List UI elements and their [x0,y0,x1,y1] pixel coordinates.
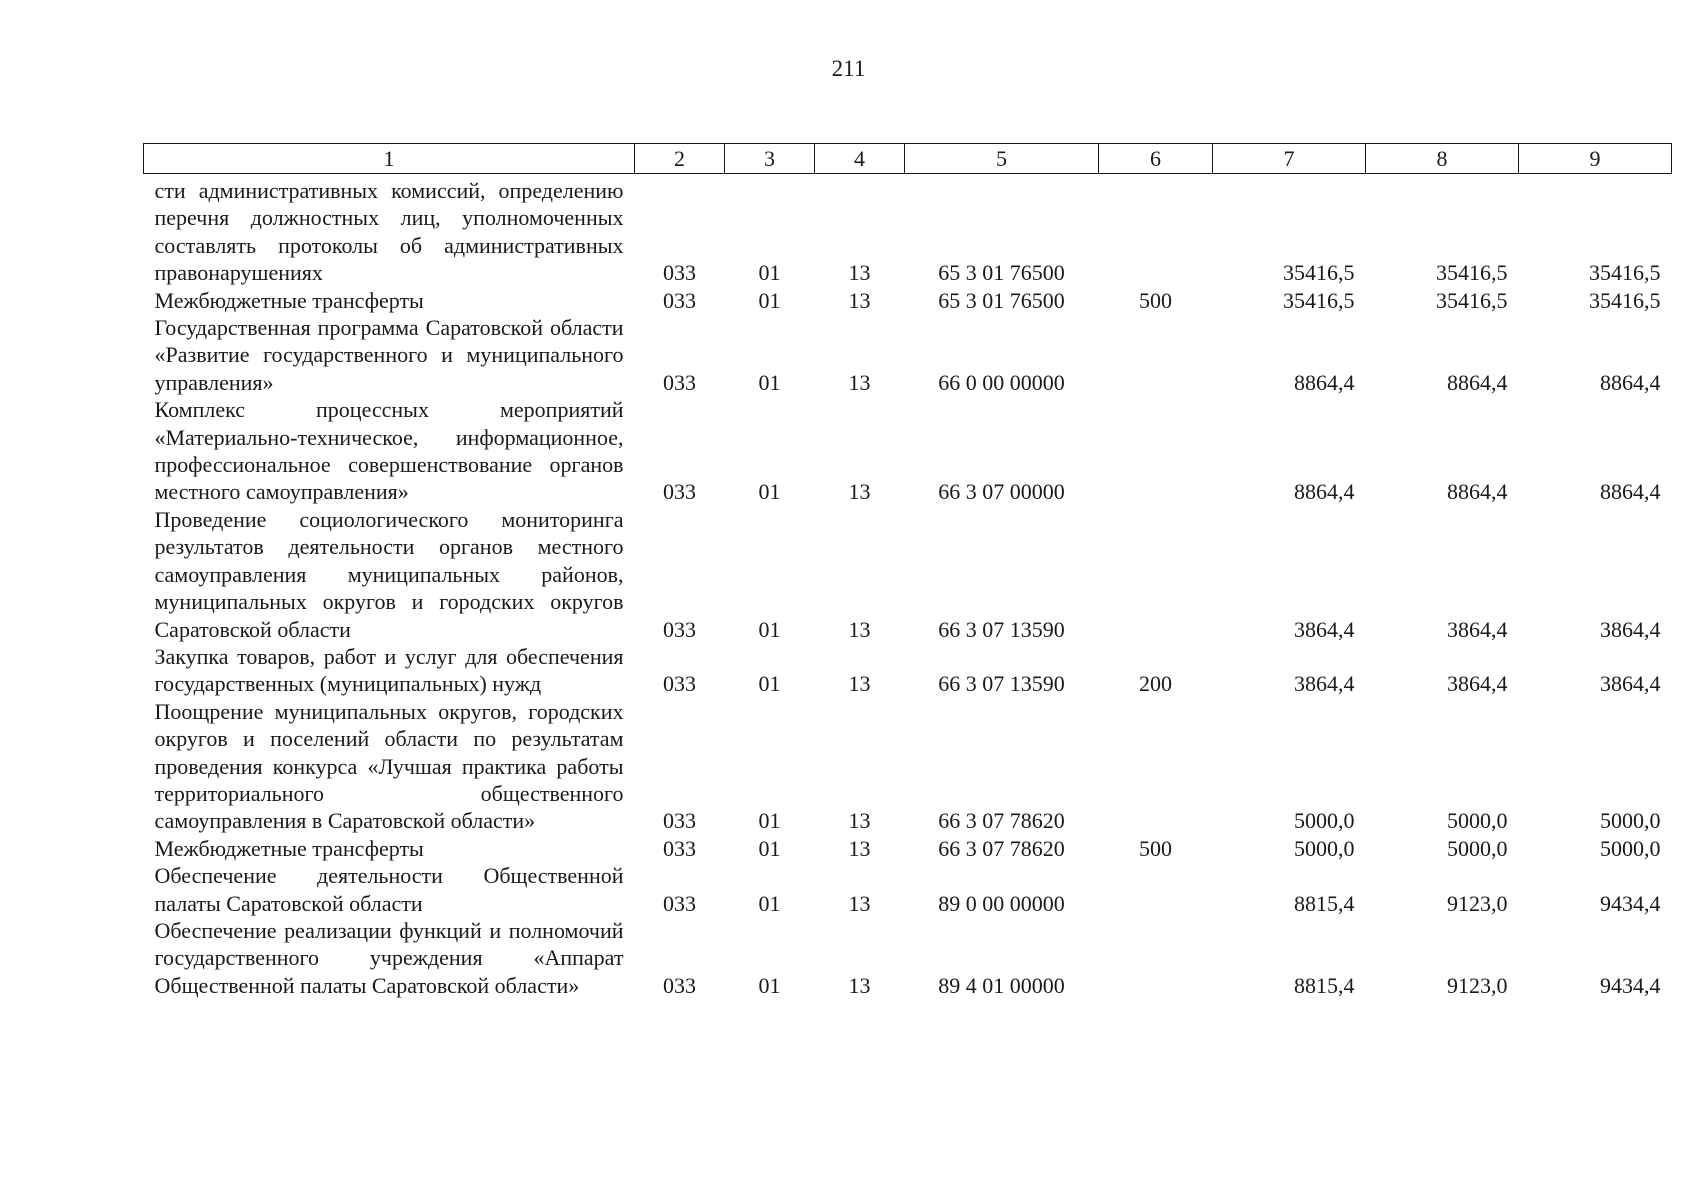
table-row [144,862,1672,917]
section-code: 01 [758,369,781,395]
target-article-code: 66 3 07 00000 [938,479,1065,505]
amount-2: 5000,0 [1447,808,1508,834]
subsection-code: 13 [848,260,871,286]
amount-2: 8864,4 [1447,369,1508,395]
subsection-code: 13 [848,287,871,313]
amount-1: 8864,4 [1294,369,1355,395]
amount-3: 3864,4 [1600,616,1661,642]
section-code: 01 [758,479,781,505]
target-article-code: 65 3 01 76500 [938,260,1065,286]
subsection-code: 13 [848,890,871,916]
amount-1: 3864,4 [1294,671,1355,697]
amount-3: 8864,4 [1600,479,1661,505]
column-header: 4 [815,144,905,174]
target-article-code: 66 3 07 78620 [938,808,1065,834]
amount-1: 5000,0 [1294,808,1355,834]
subsection-code: 13 [848,671,871,697]
target-article-code: 65 3 01 76500 [938,287,1065,313]
expense-type-code [1099,174,1213,287]
expense-type-code: 500 [1139,287,1172,313]
row-description: Комплекс процессных мероприятий «Материально-техническое, информационное, профессиональное совершенствование органов местного самоуправления» [154,397,624,505]
expense-type-code [1099,396,1213,506]
subsection-code: 13 [848,616,871,642]
expense-type-code: 200 [1139,671,1172,697]
row-description: Межбюджетные трансферты [154,287,424,313]
section-code: 01 [758,616,781,642]
table-row [144,396,1672,506]
amount-3: 8864,4 [1600,369,1661,395]
amount-1: 35416,5 [1283,287,1355,313]
ministry-code: 033 [663,369,696,395]
amount-2: 35416,5 [1436,260,1508,286]
amount-3: 35416,5 [1589,287,1661,313]
table-row [144,917,1672,999]
row-description: Поощрение муниципальных округов, городских округов и поселений области по результатам проведения конкурса «Лучшая практика работы территориального общественного самоуправления в Саратовской области» [154,698,624,834]
section-code: 01 [758,972,781,998]
amount-1: 3864,4 [1294,616,1355,642]
section-code: 01 [758,835,781,861]
column-header: 1 [144,144,635,174]
amount-1: 35416,5 [1283,260,1355,286]
ministry-code: 033 [663,260,696,286]
expense-type-code [1099,862,1213,917]
ministry-code: 033 [663,808,696,834]
expense-type-code [1099,698,1213,835]
ministry-code: 033 [663,972,696,998]
amount-1: 8815,4 [1294,972,1355,998]
table-row [144,506,1672,643]
ministry-code: 033 [663,835,696,861]
amount-2: 5000,0 [1447,835,1508,861]
table-row [144,835,1672,862]
amount-2: 9123,0 [1447,972,1508,998]
target-article-code: 66 3 07 13590 [938,616,1065,642]
column-header: 8 [1366,144,1519,174]
row-description: Обеспечение деятельности Общественной палаты Саратовской области [154,863,624,916]
column-header: 6 [1099,144,1213,174]
column-header: 9 [1519,144,1672,174]
amount-2: 35416,5 [1436,287,1508,313]
target-article-code: 89 4 01 00000 [938,972,1065,998]
target-article-code: 89 0 00 00000 [938,890,1065,916]
target-article-code: 66 0 00 00000 [938,369,1065,395]
amount-2: 3864,4 [1447,671,1508,697]
amount-1: 5000,0 [1294,835,1355,861]
row-description: Межбюджетные трансферты [154,835,424,861]
amount-3: 9434,4 [1600,972,1661,998]
amount-2: 9123,0 [1447,890,1508,916]
expense-type-code [1099,917,1213,999]
column-header: 7 [1213,144,1366,174]
budget-table [143,143,1672,999]
expense-type-code [1099,506,1213,643]
ministry-code: 033 [663,890,696,916]
target-article-code: 66 3 07 13590 [938,671,1065,697]
ministry-code: 033 [663,616,696,642]
section-code: 01 [758,808,781,834]
ministry-code: 033 [663,287,696,313]
column-header: 3 [725,144,815,174]
table-row [144,698,1672,835]
table-row [144,174,1672,287]
page-number: 211 [831,56,866,81]
amount-3: 9434,4 [1600,890,1661,916]
section-code: 01 [758,287,781,313]
subsection-code: 13 [848,972,871,998]
table-row [144,287,1672,314]
amount-3: 35416,5 [1589,260,1661,286]
amount-1: 8815,4 [1294,890,1355,916]
amount-3: 5000,0 [1600,835,1661,861]
ministry-code: 033 [663,671,696,697]
amount-1: 8864,4 [1294,479,1355,505]
amount-2: 3864,4 [1447,616,1508,642]
target-article-code: 66 3 07 78620 [938,835,1065,861]
ministry-code: 033 [663,479,696,505]
subsection-code: 13 [848,369,871,395]
row-description: Проведение социологического мониторинга результатов деятельности органов местного самоуправления муниципальных районов, муниципальных округов и городских округов Саратовской области [154,506,624,642]
column-header: 2 [635,144,725,174]
row-description: Обеспечение реализации функций и полномочий государственного учреждения «Аппарат Общественной палаты Саратовской области» [154,917,624,998]
section-code: 01 [758,260,781,286]
subsection-code: 13 [848,479,871,505]
table-row [144,643,1672,698]
subsection-code: 13 [848,808,871,834]
section-code: 01 [758,671,781,697]
expense-type-code: 500 [1139,835,1172,861]
column-header: 5 [905,144,1099,174]
row-description: Государственная программа Саратовской области «Развитие государственного и муниципального управления» [154,315,624,395]
expense-type-code [1099,314,1213,396]
table-row [144,314,1672,396]
subsection-code: 13 [848,835,871,861]
amount-3: 3864,4 [1600,671,1661,697]
row-description: сти административных комиссий, определению перечня должностных лиц, уполномоченных составлять протоколы об административных правонарушениях [154,178,624,286]
row-description: Закупка товаров, работ и услуг для обеспечения государственных (муниципальных) нужд [154,643,624,697]
amount-2: 8864,4 [1447,479,1508,505]
column-numbers-header [144,144,1672,174]
amount-3: 5000,0 [1600,808,1661,834]
section-code: 01 [758,890,781,916]
